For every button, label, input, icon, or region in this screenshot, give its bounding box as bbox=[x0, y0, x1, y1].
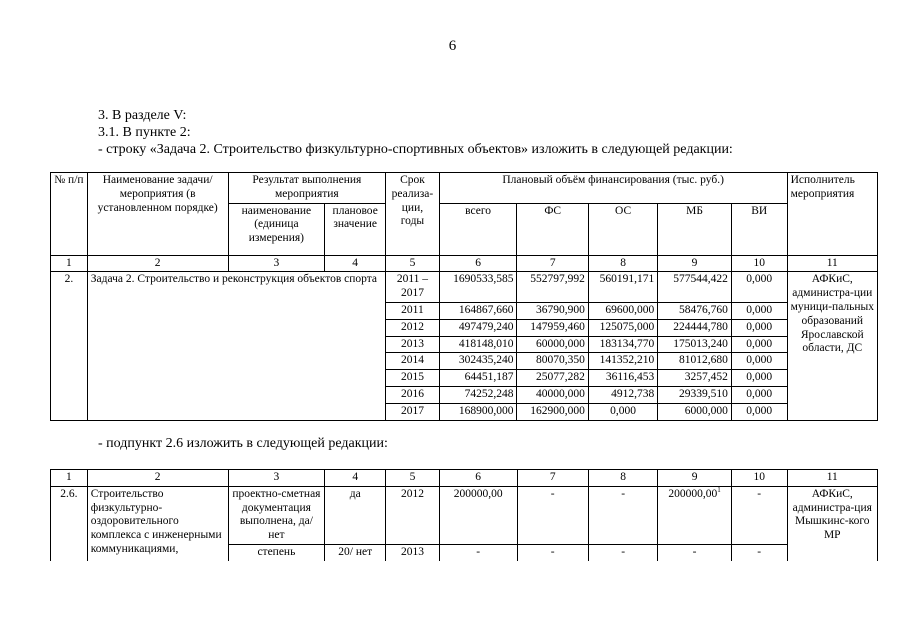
fs-cell: 162900,000 bbox=[517, 403, 588, 420]
year-cell: 2013 bbox=[386, 336, 440, 353]
result-cell: проектно-сметная документация выполнена, да/ нет bbox=[228, 486, 325, 544]
os-cell: 69600,000 bbox=[588, 302, 657, 319]
instruction-line: - строку «Задача 2. Строительство физкультурно-спортивных объектов» изложить в следующей редакции: bbox=[98, 142, 733, 157]
header-vi: ВИ bbox=[731, 203, 787, 255]
col-number: 6 bbox=[439, 470, 517, 487]
year-cell: 2013 bbox=[386, 544, 440, 560]
os-cell: 0,000 bbox=[588, 403, 657, 420]
vi-cell: 0,000 bbox=[731, 353, 787, 370]
vi-cell: 0,000 bbox=[731, 336, 787, 353]
col-number: 3 bbox=[228, 470, 325, 487]
year-cell: 2011 bbox=[386, 302, 440, 319]
os-cell: 4912,738 bbox=[588, 386, 657, 403]
header-term: Срок реализа-ции, годы bbox=[386, 173, 440, 256]
measure-table bbox=[50, 469, 878, 561]
total-cell: 168900,000 bbox=[439, 403, 517, 420]
col-number: 5 bbox=[386, 470, 440, 487]
col-number: 7 bbox=[517, 470, 588, 487]
header-result-plan: плановое значение bbox=[325, 203, 386, 255]
fs-cell: - bbox=[517, 544, 588, 560]
row-number: 2.6. bbox=[51, 486, 88, 560]
fs-cell: 147959,460 bbox=[517, 319, 588, 336]
vi-cell: 0,000 bbox=[731, 386, 787, 403]
total-cell: 418148,010 bbox=[439, 336, 517, 353]
os-cell: 141352,210 bbox=[588, 353, 657, 370]
fs-cell: 552797,992 bbox=[517, 272, 588, 303]
plan-cell: да bbox=[325, 486, 386, 544]
header-result-name: наименование (единица измерения) bbox=[228, 203, 325, 255]
total-cell: 74252,248 bbox=[439, 386, 517, 403]
header-mb: МБ bbox=[658, 203, 732, 255]
mb-cell: 224444,780 bbox=[658, 319, 732, 336]
vi-cell: 0,000 bbox=[731, 302, 787, 319]
total-cell: 64451,187 bbox=[439, 370, 517, 387]
plan-cell: 20/ нет bbox=[325, 544, 386, 560]
os-cell: 560191,171 bbox=[588, 272, 657, 303]
year-cell: 2015 bbox=[386, 370, 440, 387]
col-number: 4 bbox=[325, 470, 386, 487]
year-cell: 2017 bbox=[386, 403, 440, 420]
mb-cell: 58476,760 bbox=[658, 302, 732, 319]
fs-cell: 40000,000 bbox=[517, 386, 588, 403]
year-cell: 2014 bbox=[386, 353, 440, 370]
col-number: 4 bbox=[325, 255, 386, 272]
total-cell: - bbox=[439, 544, 517, 560]
table-row bbox=[51, 486, 878, 544]
executor-cell: АФКиС, администра-ции муници-пальных образований Ярославской области, ДС bbox=[787, 272, 877, 420]
table-row bbox=[51, 272, 878, 303]
column-number-row bbox=[51, 255, 878, 272]
col-number: 8 bbox=[588, 470, 657, 487]
fs-cell: 25077,282 bbox=[517, 370, 588, 387]
col-number: 2 bbox=[87, 255, 228, 272]
mb-cell: 577544,422 bbox=[658, 272, 732, 303]
year-cell: 2012 bbox=[386, 486, 440, 544]
total-cell: 302435,240 bbox=[439, 353, 517, 370]
funding-table bbox=[50, 172, 878, 421]
header-result: Результат выполнения мероприятия bbox=[228, 173, 386, 204]
mb-cell: - bbox=[658, 544, 732, 560]
year-cell: 2011 – 2017 bbox=[386, 272, 440, 303]
col-number: 7 bbox=[517, 255, 588, 272]
mb-cell: 6000,000 bbox=[658, 403, 732, 420]
header-num: № п/п bbox=[51, 173, 88, 256]
vi-cell: 0,000 bbox=[731, 403, 787, 420]
col-number: 10 bbox=[731, 470, 787, 487]
vi-cell: 0,000 bbox=[731, 272, 787, 303]
mb-cell: 81012,680 bbox=[658, 353, 732, 370]
col-number: 1 bbox=[51, 255, 88, 272]
col-number: 11 bbox=[787, 255, 877, 272]
header-task-name: Наименование задачи/ мероприятия (в установленном порядке) bbox=[87, 173, 228, 256]
col-number: 3 bbox=[228, 255, 325, 272]
task-name: Задача 2. Строительство и реконструкция объектов спорта bbox=[87, 272, 385, 420]
column-number-row bbox=[51, 470, 878, 487]
os-cell: 183134,770 bbox=[588, 336, 657, 353]
mb-value: 200000,00 bbox=[668, 487, 718, 500]
col-number: 6 bbox=[439, 255, 517, 272]
header-os: ОС bbox=[588, 203, 657, 255]
total-cell: 200000,00 bbox=[439, 486, 517, 544]
fs-cell: 60000,000 bbox=[517, 336, 588, 353]
mb-cell: 175013,240 bbox=[658, 336, 732, 353]
subsection-heading: 3.1. В пункте 2: bbox=[98, 125, 191, 140]
os-cell: - bbox=[588, 544, 657, 560]
col-number: 10 bbox=[731, 255, 787, 272]
fs-cell: - bbox=[517, 486, 588, 544]
total-cell: 1690533,585 bbox=[439, 272, 517, 303]
col-number: 5 bbox=[386, 255, 440, 272]
os-cell: 36116,453 bbox=[588, 370, 657, 387]
header-total: всего bbox=[439, 203, 517, 255]
fs-cell: 36790,900 bbox=[517, 302, 588, 319]
col-number: 9 bbox=[658, 255, 732, 272]
vi-cell: 0,000 bbox=[731, 319, 787, 336]
vi-cell: 0,000 bbox=[731, 370, 787, 387]
total-cell: 497479,240 bbox=[439, 319, 517, 336]
header-fs: ФС bbox=[517, 203, 588, 255]
mb-cell: 3257,452 bbox=[658, 370, 732, 387]
os-cell: 125075,000 bbox=[588, 319, 657, 336]
mb-cell: 29339,510 bbox=[658, 386, 732, 403]
subheading: - подпункт 2.6 изложить в следующей редакции: bbox=[98, 436, 388, 451]
mb-cell bbox=[658, 486, 732, 544]
row-number: 2. bbox=[51, 272, 88, 420]
footnote-mark: 1 bbox=[717, 485, 721, 494]
fs-cell: 80070,350 bbox=[517, 353, 588, 370]
os-cell: - bbox=[588, 486, 657, 544]
col-number: 2 bbox=[87, 470, 228, 487]
total-cell: 164867,660 bbox=[439, 302, 517, 319]
header-executor: Исполнитель мероприятия bbox=[787, 173, 877, 256]
section-heading: 3. В разделе V: bbox=[98, 108, 187, 123]
executor-cell: АФКиС, администра-ция Мышкинс-кого МР bbox=[787, 486, 877, 560]
col-number: 8 bbox=[588, 255, 657, 272]
col-number: 11 bbox=[787, 470, 877, 487]
measure-name: Строительство физкультурно-оздоровительного комплекса с инженерными коммуникациями, bbox=[87, 486, 228, 560]
page-number: 6 bbox=[448, 38, 457, 54]
vi-cell: - bbox=[731, 486, 787, 544]
year-cell: 2016 bbox=[386, 386, 440, 403]
vi-cell: - bbox=[731, 544, 787, 560]
header-funding: Плановый объём финансирования (тыс. руб.) bbox=[439, 173, 787, 204]
col-number: 9 bbox=[658, 470, 732, 487]
col-number: 1 bbox=[51, 470, 88, 487]
year-cell: 2012 bbox=[386, 319, 440, 336]
result-cell: степень bbox=[228, 544, 325, 560]
